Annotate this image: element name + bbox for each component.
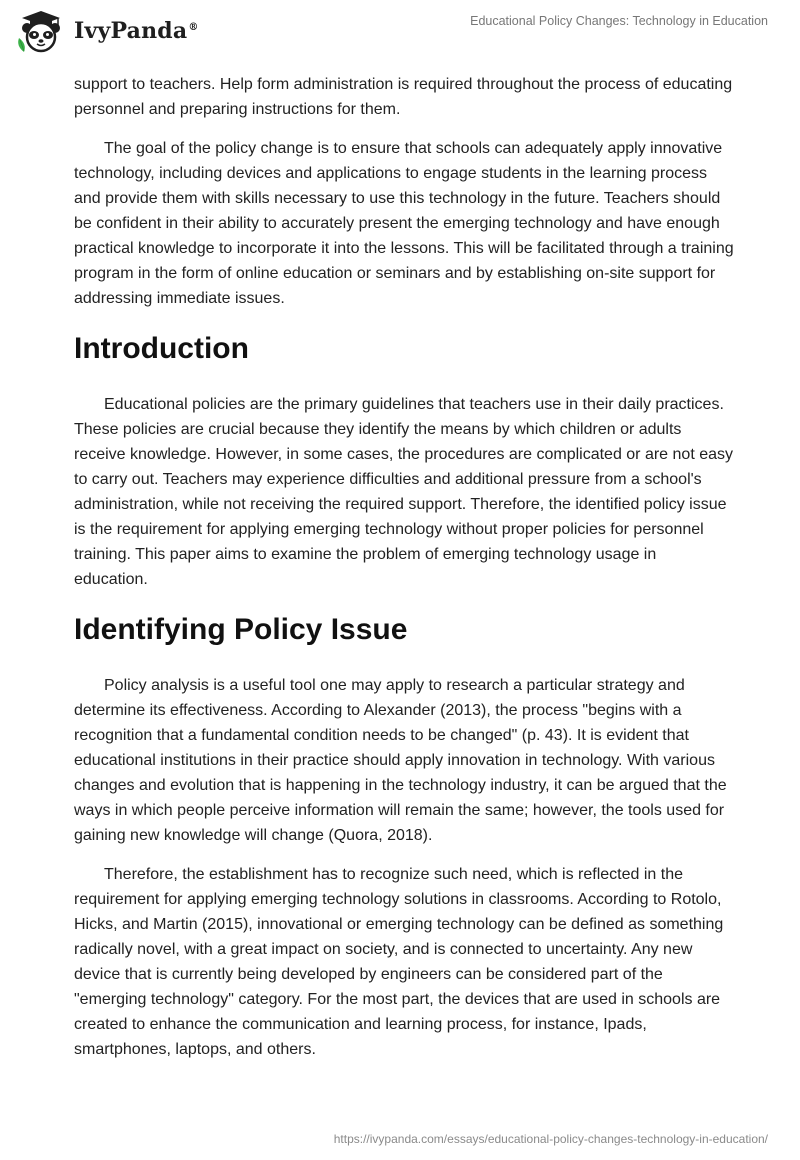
- essay-body: [74, 72, 734, 1076]
- registered-mark: ®: [188, 21, 199, 33]
- brand-name: IvyPanda®: [74, 18, 199, 44]
- paragraph: The goal of the policy change is to ensure that schools can adequately apply innovative technology, including devices and applications to engage students in the learning process and provide them with skills necessary to use this technology in the future. Teachers should be confident in their ability to accurately present the emerging technology and have enough practical knowledge to incorporate it into the lessons. This will be facilitated through a training program in the form of online education or seminars and by establishing on-site support for addressing immediate issues.: [74, 140, 734, 307]
- panda-graduate-icon: [14, 8, 68, 54]
- source-url-link[interactable]: https://ivypanda.com/essays/educational-policy-changes-technology-in-education/: [333, 1132, 768, 1146]
- page-header: [0, 0, 800, 70]
- section-heading-introduction: Introduction: [74, 332, 249, 365]
- ivypanda-logo[interactable]: [14, 8, 199, 54]
- paragraph: support to teachers. Help form administration is required throughout the process of educating personnel and preparing instructions for them.: [74, 76, 733, 118]
- paragraph: Therefore, the establishment has to recognize such need, which is reflected in the requirement for applying emerging technology solutions in classrooms. According to Rotolo, Hicks, and Martin (2015), innovational or emerging technology can be defined as something radically novel, with a great impact on society, and is connected to uncertainty. Any new device that is currently being developed by engineers can be considered part of the "emerging technology" category. For the most part, the devices that are used in schools are created to enhance the communication and learning process, for instance, Ipads, smartphones, laptops, and others.: [74, 866, 724, 1058]
- paragraph: Policy analysis is a useful tool one may apply to research a particular strategy and determine its effectiveness. According to Alexander (2013), the process "begins with a recognition that a fundamental condition needs to be changed" (p. 43). It is evident that educational institutions in their practice should apply innovation in technology. With various changes and evolution that is happening in the technology industry, it can be argued that the ways in which people perceive information will remain the same; however, the tools used for gaining new knowledge will change (Quora, 2018).: [74, 677, 727, 844]
- document-title: Educational Policy Changes: Technology in Education: [470, 14, 768, 28]
- paragraph: Educational policies are the primary guidelines that teachers use in their daily practices. These policies are crucial because they identify the means by which children or adults receive knowledge. However, in some cases, the procedures are complicated or are not easy to carry out. Teachers may experience difficulties and additional pressure from a school's administration, while not receiving the required support. Therefore, the identified policy issue is the requirement for applying emerging technology without proper policies for personnel training. This paper aims to examine the problem of emerging technology usage in education.: [74, 396, 734, 588]
- section-heading-policy-issue: Identifying Policy Issue: [74, 613, 408, 646]
